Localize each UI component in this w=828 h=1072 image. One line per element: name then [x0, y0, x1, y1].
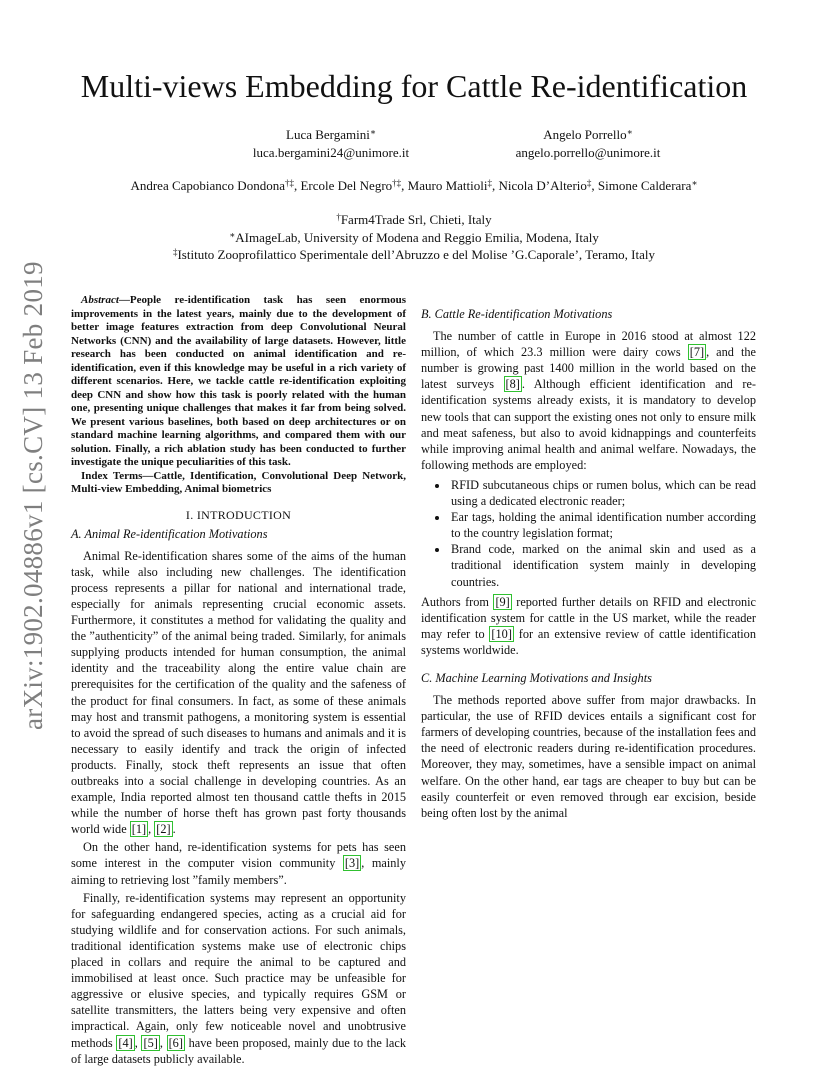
list-item: • Ear tags, holding the animal identification number according to the country legislation format; — [449, 509, 756, 541]
author-block-bergamini — [181, 126, 481, 162]
citation-link[interactable]: [9] — [495, 594, 510, 609]
author-name: Angelo Porrello∗ — [543, 127, 633, 142]
arxiv-identifier[interactable]: arXiv:1902.04886v1 [cs.CV] 13 Feb 2019 — [18, 261, 48, 730]
citation-link[interactable]: [8] — [505, 377, 520, 392]
paragraph: The methods reported above suffer from major drawbacks. In particular, the use of RFID devices entails a significant cost for farmers of developing countries, because of the installation fees and the need of electronic readers during re-identification procedures. Moreover, they may, sometimes, have a sensible impact on animal welfare. On the other hand, ear tags are cheaper to buy but can be easily counterfeit or even removed through ear excision, beside being often lost by the animal — [421, 693, 756, 820]
citation-link[interactable]: [1] — [131, 822, 147, 837]
author-name: Nicola D’Alterio — [498, 178, 587, 193]
citation-link[interactable]: [3] — [344, 856, 360, 871]
paragraph: On the other hand, re-identification systems for pets has seen some interest in the computer vision community [3] , mainly aiming to retrieving lost ”family members”. — [71, 840, 406, 887]
author-name: Andrea Capobianco Dondona — [130, 178, 285, 193]
left-column — [71, 294, 406, 1067]
subsection-heading-c: C. Machine Learning Motivations and Insights — [421, 670, 652, 685]
citation-link[interactable]: [7] — [689, 345, 705, 360]
subsection-heading-b: B. Cattle Re-identification Motivations — [421, 307, 613, 321]
author-name: Ercole Del Negro — [300, 178, 393, 193]
citation-link[interactable]: [5] — [143, 1035, 158, 1050]
co-authors-line: Andrea Capobianco Dondona†‡, Ercole Del Negro†‡, Mauro Mattioli‡, Nicola D’Alterio‡, Simone Calderara∗ — [130, 178, 698, 193]
paragraph: The number of cattle in Europe in 2016 stood at almost 122 million, of which 23.3 million were dairy cows [7] , and the number is growing past 1400 million in the world based on the latest surveys [8] . Although efficient identification and re-identification systems already exists, it is mandatory to develop new tools that can support the existing ones not only to ensure milk and meat safeness, but also to avoid kidnappings and counterfeits while improving animal health and animal welfare. Nowadays, the following methods are employed: — [421, 329, 756, 472]
abstract: Abstract—People re-identification task has seen enormous improvements in the latest years, mainly due to the development of better image features extraction from deep Convolutional Neural Networks (CNN) and the availability of large datasets. However, little research has been conducted on animal identification and re-identification, even if this knowledge may be useful in a rich variety of different scenarios. Here, we tackle cattle re-identification exploiting deep CNN and show how this task is poorly related with the human one, presenting unique challenges that makes it far from being solved. We present various baselines, both based on deep architectures or on standard machine learning algorithms, and compared them with our solution. Finally, a rich ablation study has been conducted to further investigate the unique peculiarities of this task. — [71, 294, 406, 468]
author-email[interactable]: angelo.porrello@unimore.it — [515, 145, 661, 160]
list-item: • RFID subcutaneous chips or rumen bolus, which can be read using a dedicated electronic reader; — [449, 477, 756, 509]
author-block-porrello — [438, 126, 738, 162]
paragraph: Animal Re-identification shares some of the aims of the human task, while also including new challenges. The identification process represents a pillar for national and international trade, especially for animals representing crucial economic assets. Furthermore, it constitutes a method for validating the quality and the ”authenticity” of the animal being traded. Similarly, for animals supplying products intended for human consumption, the animal identity and the traceability along the entire value chain are prerequisites for the certification of the quality and the safeness of the product for final consumers. In fact, as some of these animals may host and transmit pathogens, a monitoring system is essential to avoid the spread of such diseases to humans and animals and it is necessary to easily identify and track the origin of infected products. Finally, stock theft represents an issue that often outbreaks into a social challenge in developing countries. As an example, India reported almost ten thousand cattle thefts in 2015 while the number of horse theft has grown past forty thousands world wide [1] , [2] . — [71, 548, 406, 837]
author-name: Simone Calderara — [597, 178, 692, 193]
right-column — [421, 294, 756, 821]
section-heading-introduction: I. INTRODUCTION — [185, 507, 292, 522]
index-terms: Index Terms—Cattle, Identification, Convolutional Deep Network, Multi-view Embedding, Animal biometrics — [71, 469, 406, 495]
list-item: • Brand code, marked on the animal skin and used as a traditional identification system mainly in developing countries. — [449, 541, 756, 589]
affiliation-izs: ‡Istituto Zooprofilattico Sperimentale dell’Abruzzo e del Molise ’G.Caporale’, Teramo, Italy — [172, 247, 656, 262]
author-name: Luca Bergamini∗ — [286, 127, 376, 142]
identification-methods-list — [421, 477, 756, 590]
right-column-content — [421, 306, 756, 821]
author-email[interactable]: luca.bergamini24@unimore.it — [252, 145, 410, 160]
citation-link[interactable]: [2] — [156, 822, 171, 837]
paragraph: Authors from [9] reported further details on RFID and electronic identification system for cattle in the US market, while the reader may refer to [10] for an extensive review of cattle identification systems worldwide. — [421, 594, 756, 657]
citation-link[interactable]: [4] — [118, 1035, 133, 1050]
paper-title: Multi-views Embedding for Cattle Re-identification — [80, 68, 748, 104]
affiliation-farm4trade: †Farm4Trade Srl, Chieti, Italy — [336, 212, 492, 227]
citation-link[interactable]: [10] — [491, 626, 512, 641]
author-name: Mauro Mattioli — [407, 178, 488, 193]
paragraph: Finally, re-identification systems may represent an opportunity for safeguarding endangered species, acting as a crucial aid for studying wildlife and for conservation actions. For such animals, traditional identification systems make use of electronic chips placed in collars and require the animal to be captured and immobilised at least once. Such practice may be unfeasible for aggressive or elusive species, and typically requires GSM or satellite transmitters, the latters being very expensive and often impractical. Again, only few noticeable novel and unobtrusive methods [4] , [5] , [6] have been proposed, mainly due to the lack of large datasets publicly available. — [71, 890, 406, 1066]
affiliation-aimagelab: ∗AImageLab, University of Modena and Reggio Emilia, Modena, Italy — [229, 230, 599, 245]
citation-link[interactable]: [6] — [168, 1035, 183, 1050]
subsection-heading-a: A. Animal Re-identification Motivations — [71, 526, 268, 541]
